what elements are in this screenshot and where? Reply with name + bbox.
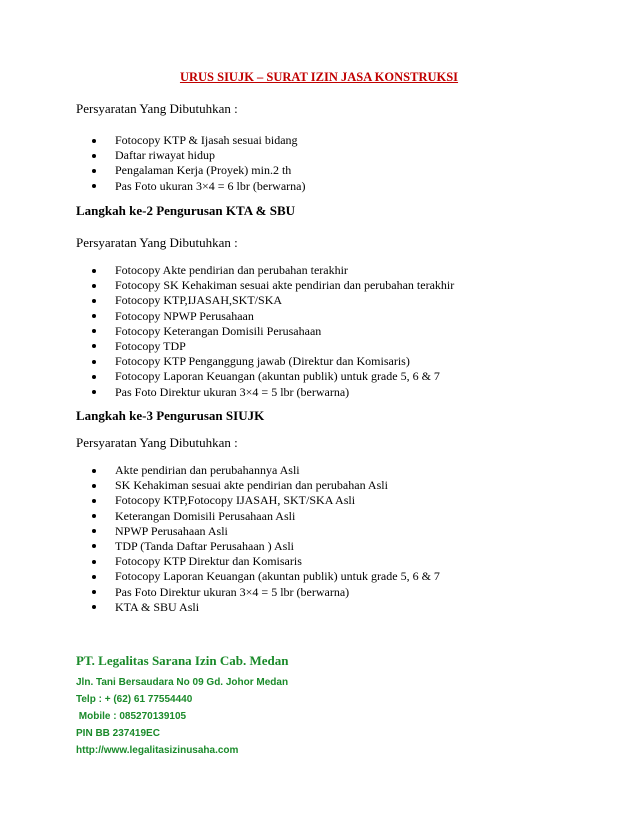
list-item: Akte pendirian dan perubahannya Asli (92, 463, 440, 478)
bullet-icon (92, 360, 96, 364)
bullet-icon (92, 375, 96, 379)
list-item: Fotocopy KTP & Ijasah sesuai bidang (92, 133, 306, 148)
list-item: Fotocopy Akte pendirian dan perubahan terakhir (92, 263, 454, 278)
section2-requirements-list (92, 263, 454, 400)
section1-requirements-list (92, 133, 306, 194)
bullet-icon (92, 484, 96, 488)
section3-heading: Langkah ke-3 Pengurusan SIUJK (76, 408, 265, 423)
list-item: Fotocopy TDP (92, 339, 454, 354)
list-item: NPWP Perusahaan Asli (92, 524, 440, 539)
company-telephone: Telp : + (62) 61 77554440 (76, 694, 193, 705)
list-item: SK Kehakiman sesuai akte pendirian dan perubahan Asli (92, 478, 440, 493)
list-item: TDP (Tanda Daftar Perusahaan ) Asli (92, 539, 440, 554)
bullet-icon (92, 154, 96, 158)
list-item: Fotocopy Keterangan Domisili Perusahaan (92, 324, 454, 339)
list-item: Pas Foto Direktur ukuran 3×4 = 5 lbr (berwarna) (92, 585, 440, 600)
list-item: Pengalaman Kerja (Proyek) min.2 th (92, 163, 306, 178)
company-address: Jln. Tani Bersaudara No 09 Gd. Johor Medan (76, 677, 289, 688)
document-title: URUS SIUJK – SURAT IZIN JASA KONSTRUKSI (179, 70, 459, 84)
list-item: Pas Foto Direktur ukuran 3×4 = 5 lbr (berwarna) (92, 385, 454, 400)
bullet-icon (92, 560, 96, 564)
bullet-icon (92, 529, 96, 533)
list-item: Keterangan Domisili Perusahaan Asli (92, 509, 440, 524)
bullet-icon (92, 590, 96, 594)
bullet-icon (92, 314, 96, 318)
list-item: Fotocopy SK Kehakiman sesuai akte pendirian dan perubahan terakhir (92, 278, 454, 293)
bullet-icon (92, 284, 96, 288)
section3-requirements-label: Persyaratan Yang Dibutuhkan : (76, 435, 238, 450)
list-item: Daftar riwayat hidup (92, 148, 306, 163)
bullet-icon (92, 299, 96, 303)
bullet-icon (92, 169, 96, 173)
bullet-icon (92, 544, 96, 548)
contact-block (76, 652, 288, 759)
bullet-icon (92, 344, 96, 348)
bullet-icon (92, 514, 96, 518)
bullet-icon (92, 184, 96, 188)
section3-requirements-list (92, 463, 440, 615)
section2-heading: Langkah ke-2 Pengurusan KTA & SBU (76, 203, 296, 218)
company-website-link[interactable]: http://www.legalitasizinusaha.com (76, 745, 239, 756)
bullet-icon (92, 499, 96, 503)
bullet-icon (92, 575, 96, 579)
company-name: PT. Legalitas Sarana Izin Cab. Medan (76, 653, 289, 668)
bullet-icon (92, 329, 96, 333)
list-item: Fotocopy KTP,Fotocopy IJASAH, SKT/SKA Asli (92, 493, 440, 508)
company-pin-bb: PIN BB 237419EC (76, 728, 160, 739)
section1-requirements-label: Persyaratan Yang Dibutuhkan : (76, 101, 238, 116)
bullet-icon (92, 269, 96, 273)
bullet-icon (92, 390, 96, 394)
bullet-icon (92, 139, 96, 143)
list-item: Fotocopy KTP,IJASAH,SKT/SKA (92, 293, 454, 308)
bullet-icon (92, 605, 96, 609)
section2-requirements-label: Persyaratan Yang Dibutuhkan : (76, 235, 238, 250)
list-item: Pas Foto ukuran 3×4 = 6 lbr (berwarna) (92, 179, 306, 194)
list-item: Fotocopy Laporan Keuangan (akuntan publik) untuk grade 5, 6 & 7 (92, 569, 440, 584)
list-item: Fotocopy KTP Direktur dan Komisaris (92, 554, 440, 569)
company-mobile: Mobile : 085270139105 (76, 711, 187, 722)
list-item: KTA & SBU Asli (92, 600, 440, 615)
list-item: Fotocopy Laporan Keuangan (akuntan publik) untuk grade 5, 6 & 7 (92, 369, 454, 384)
list-item: Fotocopy KTP Penganggung jawab (Direktur dan Komisaris) (92, 354, 454, 369)
list-item: Fotocopy NPWP Perusahaan (92, 309, 454, 324)
bullet-icon (92, 469, 96, 473)
